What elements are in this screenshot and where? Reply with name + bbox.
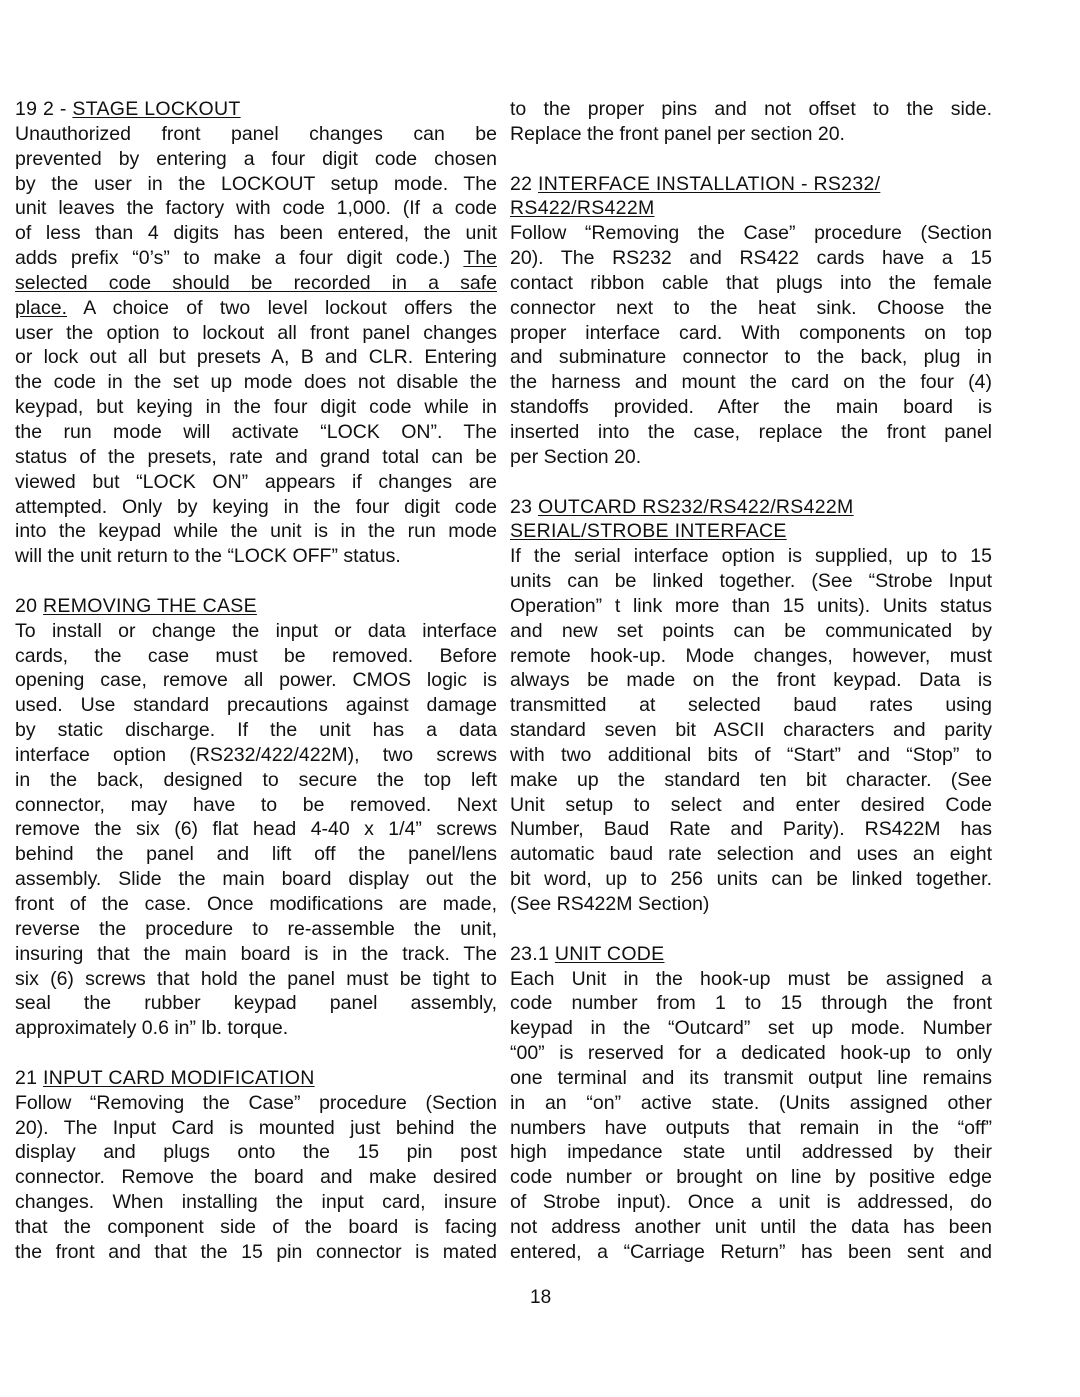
text-line: by the user in the LOCKOUT setup mode. The — [15, 172, 497, 195]
text-line: six (6) screws that hold the panel must be tight to — [15, 967, 497, 990]
text-line: per Section 20. — [510, 445, 642, 468]
text-line: in an “on” active state. (Units assigned other — [510, 1091, 992, 1114]
text-line — [15, 246, 497, 271]
text-line: keypad, but keying in the four digit code while in — [15, 396, 497, 419]
underlined-text: OUTCARD RS232/RS422/RS422M — [538, 495, 854, 518]
text-line: and new set points can be communicated by — [510, 619, 992, 642]
underlined-text: selected code should be recorded in a safe — [15, 271, 497, 294]
text-line: Unauthorized front panel changes can be — [15, 122, 497, 145]
section-heading — [510, 519, 992, 544]
text-line: Each Unit in the hook-up must be assigned a — [510, 967, 992, 990]
section-heading — [15, 97, 497, 122]
text-line: by static discharge. If the unit has a data — [15, 719, 497, 742]
section-heading — [15, 594, 497, 619]
text-line: viewed but “LOCK ON” appears if changes are — [15, 470, 497, 493]
text-line: Follow “Removing the Case” procedure (Section — [15, 1091, 497, 1114]
text-line: Replace the front panel per section 20. — [510, 122, 845, 145]
section-heading — [15, 1066, 497, 1091]
text-line: connector next to the heat sink. Choose the — [510, 296, 992, 319]
text-segment: A choice of two level lockout offers the — [67, 296, 497, 319]
text-line: to the proper pins and not offset to the side. — [510, 98, 992, 120]
text-line: “00” is reserved for a dedicated hook-up to only — [510, 1042, 992, 1065]
text-line: used. Use standard precautions against damage — [15, 694, 497, 717]
page-number: 18 — [530, 1287, 552, 1308]
text-line: transmitted at selected baud rates using — [510, 694, 992, 717]
text-line: assembly. Slide the main board display out the — [15, 868, 497, 891]
text-line: the code in the set up mode does not disable the — [15, 371, 497, 394]
text-line: Operation” t link more than 15 units). Units status — [510, 594, 992, 617]
text-segment: 23 — [510, 495, 539, 518]
text-line: one terminal and its transmit output line remains — [510, 1066, 992, 1089]
text-line: If the serial interface option is supplied, up to 15 — [510, 545, 992, 568]
blank-line — [510, 470, 992, 495]
text-line: standoffs provided. After the main board is — [510, 396, 992, 419]
blank-line — [15, 569, 497, 594]
text-line: Unit setup to select and enter desired Code — [510, 793, 992, 816]
text-line: inserted into the case, replace the front panel — [510, 420, 992, 443]
text-segment: adds prefix “0’s” to make a four digit code.) — [15, 247, 464, 270]
text-line — [15, 271, 497, 296]
text-segment: 23.1 — [510, 942, 555, 965]
underlined-text: SERIAL/STROBE INTERFACE — [510, 520, 787, 543]
text-line: the run mode will activate “LOCK ON”. The — [15, 420, 497, 443]
underlined-text: INPUT CARD MODIFICATION — [43, 1066, 315, 1089]
text-line: not address another unit until the data has been — [510, 1215, 992, 1238]
text-line: of less than 4 digits has been entered, the unit — [15, 222, 497, 245]
text-line: the front and that the 15 pin connector is mated — [15, 1240, 497, 1263]
blank-line — [510, 147, 992, 172]
text-line: Number, Baud Rate and Parity). RS422M has — [510, 818, 992, 841]
text-line: user the option to lockout all front panel changes — [15, 321, 497, 344]
text-line: units can be linked together. (See “Strobe Input — [510, 570, 992, 593]
text-line: display and plugs onto the 15 pin post — [15, 1141, 497, 1164]
text-line: seal the rubber keypad panel assembly, — [15, 992, 497, 1015]
text-line: high impedance state until addressed by their — [510, 1141, 992, 1164]
text-line: attempted. Only by keying in the four digit code — [15, 495, 497, 518]
text-line: prevented by entering a four digit code chosen — [15, 147, 497, 170]
text-line: insuring that the main board is in the track. The — [15, 942, 497, 965]
text-line: remove the six (6) flat head 4-40 x 1/4” screws — [15, 818, 497, 841]
text-segment: 20 — [15, 594, 44, 617]
left-column — [15, 97, 497, 1265]
text-line: opening case, remove all power. CMOS logic is — [15, 669, 497, 692]
text-line: 20). The RS232 and RS422 cards have a 15 — [510, 247, 992, 270]
section-heading — [510, 942, 992, 967]
text-line — [15, 296, 497, 321]
blank-line — [510, 917, 992, 942]
text-line: and subminature connector to the back, plug in — [510, 346, 992, 369]
text-line: unit leaves the factory with code 1,000. (If a code — [15, 197, 497, 220]
text-line: bit word, up to 256 units can be linked together. — [510, 868, 992, 891]
underlined-text: The — [463, 247, 497, 270]
text-line: contact ribbon cable that plugs into the female — [510, 271, 992, 294]
text-line: reverse the procedure to re-assemble the unit, — [15, 917, 497, 940]
right-column — [510, 97, 992, 1265]
text-line: that the component side of the board is facing — [15, 1215, 497, 1238]
text-line: behind the panel and lift off the panel/lens — [15, 843, 497, 866]
text-line: proper interface card. With components on top — [510, 321, 992, 344]
text-line: cards, the case must be removed. Before — [15, 644, 497, 667]
text-line: or lock out all but presets A, B and CLR. Entering — [15, 346, 497, 369]
text-segment: 21 — [15, 1066, 44, 1089]
text-line: with two additional bits of “Start” and “Stop” to — [510, 743, 992, 766]
text-line: code number or brought on line by positive edge — [510, 1166, 992, 1189]
text-line: connector, may have to be removed. Next — [15, 793, 497, 816]
text-line: changes. When installing the input card, insure — [15, 1191, 497, 1214]
text-line: approximately 0.6 in” lb. torque. — [15, 1017, 289, 1040]
text-line: 20). The Input Card is mounted just behind the — [15, 1116, 497, 1139]
text-line: front of the case. Once modifications are made, — [15, 893, 497, 915]
text-line: status of the presets, rate and grand total can be — [15, 445, 497, 468]
text-line: To install or change the input or data interface — [15, 619, 497, 642]
text-line: always be made on the front keypad. Data is — [510, 669, 992, 692]
text-line: interface option (RS232/422/422M), two screws — [15, 743, 497, 766]
text-line: will the unit return to the “LOCK OFF” status. — [15, 545, 401, 568]
blank-line — [15, 1041, 497, 1066]
underlined-text: UNIT CODE — [554, 942, 665, 965]
underlined-text: INTERFACE INSTALLATION - RS232/ — [538, 172, 881, 195]
text-line: code number from 1 to 15 through the front — [510, 992, 992, 1015]
text-line: make up the standard ten bit character. (See — [510, 768, 992, 791]
text-line: standard seven bit ASCII characters and parity — [510, 719, 992, 742]
text-line: remote hook-up. Mode changes, however, must — [510, 644, 992, 667]
text-line: in the back, designed to secure the top left — [15, 768, 497, 791]
underlined-text: RS422/RS422M — [510, 197, 655, 220]
text-segment: 22 — [510, 172, 539, 195]
section-heading — [510, 196, 992, 221]
text-line: entered, a “Carriage Return” has been sent and — [510, 1240, 992, 1263]
section-heading — [510, 495, 992, 520]
text-line: the harness and mount the card on the four (4) — [510, 371, 992, 394]
text-segment: 19 2 - — [15, 98, 73, 120]
text-line: keypad in the “Outcard” set up mode. Number — [510, 1017, 992, 1040]
text-line: (See RS422M Section) — [510, 893, 710, 915]
text-line: of Strobe input). Once a unit is addressed, do — [510, 1191, 992, 1214]
text-line: numbers have outputs that remain in the “off” — [510, 1116, 992, 1139]
section-heading — [510, 172, 992, 197]
underlined-text: STAGE LOCKOUT — [72, 98, 241, 120]
text-line: connector. Remove the board and make desired — [15, 1166, 497, 1189]
text-line: into the keypad while the unit is in the run mode — [15, 520, 497, 543]
text-line: automatic baud rate selection and uses an eight — [510, 843, 992, 866]
underlined-text: place. — [15, 296, 68, 319]
text-line: Follow “Removing the Case” procedure (Section — [510, 222, 992, 245]
underlined-text: REMOVING THE CASE — [43, 594, 257, 617]
